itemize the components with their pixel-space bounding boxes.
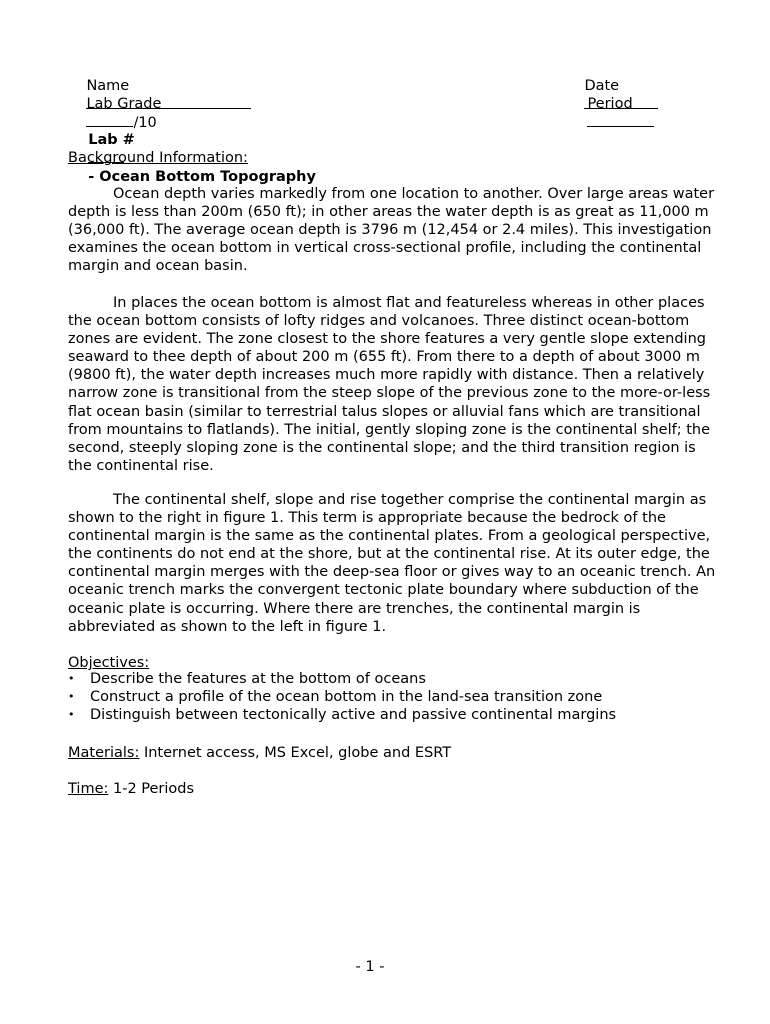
bullet-icon: • (68, 708, 75, 721)
background-paragraph-3: The continental shelf, slope and rise together comprise the continental margin as shown to the right in figure 1. This term is appropriate because the bedrock of the continental margin is the same as the continental plates. From a geological perspective, the continents do not end at the shore, but at the continental rise. At its outer edge, the continental margin merges with the deep-sea floor or gives way to an oceanic trench. An oceanic trench marks the convergent tectonic plate boundary where subduction of the oceanic plate is occurring. Where there are trenches, the continental margin is abbreviated as shown to the left in figure 1. (68, 492, 716, 635)
background-paragraph-1: Ocean depth varies markedly from one location to another. Over large areas water depth is less than 200m (650 ft); in other areas the water depth is as great as 11,000 m (36,000 ft). The average ocean depth is 3796 m (12,454 or 2.4 miles). This investigation examines the ocean bottom in vertical cross-sectional profile, including the continental margin and ocean basin. (68, 186, 715, 275)
bullet-icon: • (68, 672, 75, 685)
time-line (68, 780, 194, 798)
objectives-list (68, 670, 616, 724)
page-number: - 1 - (355, 959, 385, 975)
time-text: 1-2 Periods (108, 781, 195, 797)
materials-text: Internet access, MS Excel, globe and ESRT (139, 745, 452, 761)
background-paragraph-2: In places the ocean bottom is almost flat and featureless whereas in other places the ocean bottom consists of lofty ridges and volcanoes. Three distinct ocean-bottom zones are evident. The zone closest to the shore features a very gentle slope extending seaward to thee depth of about 200 m (655 ft). From there to a depth of about 3000 m (9800 ft), the water depth increases much more rapidly with distance. Then a relatively narrow zone is transitional from the steep slope of the previous zone to the more-or-less flat ocean basin (similar to terrestrial talus slopes or alluvial fans which are transitional from mountains to flatlands). The initial, gently sloping zone is the continental shelf; the second, steeply sloping zone is the continental slope; and the third transition region is the continental rise. (68, 295, 711, 474)
period-label: Period (587, 96, 633, 112)
list-item: • Describe the features at the bottom of oceans (68, 671, 426, 687)
list-item: • Distinguish between tectonically active and passive continental margins (68, 707, 617, 723)
period-blank (587, 113, 654, 127)
lab-grade-label: Lab Grade (86, 96, 162, 112)
time-heading: Time: (68, 781, 109, 797)
date-label: Date (584, 78, 620, 94)
list-item: • Construct a profile of the ocean bottom in the land-sea transition zone (68, 689, 603, 705)
bullet-icon: • (68, 690, 75, 703)
period-field (569, 77, 654, 150)
objectives-heading: Objectives: (68, 655, 150, 671)
lab-number-prefix: Lab # (88, 132, 135, 148)
materials-heading: Materials: (68, 745, 140, 761)
name-label: Name (86, 78, 130, 94)
materials-line (68, 744, 451, 762)
lab-title-text: - Ocean Bottom Topography (88, 169, 316, 185)
lab-grade-suffix: /10 (133, 115, 157, 131)
background-heading: Background Information: (68, 150, 248, 166)
